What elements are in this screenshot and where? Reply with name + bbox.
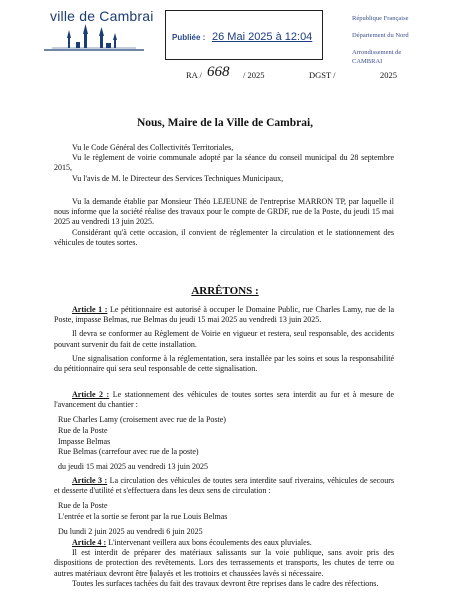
article-3-text: La circulation des véhicules de toutes sera interdite sauf riverains, véhicules de secours et desserte d'utilité et s'effectuera dans les deux sens de circulation : — [54, 476, 394, 496]
dgst-year: 2025 — [380, 70, 397, 80]
article-1-p3: Une signalisation conforme à la réglementation, sera installée par les soins et sous la responsabilité du pétitionnaire qui sera seul responsable de cette signalisation. — [54, 353, 394, 374]
considering-paragraph: Considérant qu'à cette occasion, il convient de réglementer la circulation et le stationnement des véhicules de toutes sortes. — [54, 227, 394, 247]
stamp-date: 26 Mai 2025 à 12:04 — [212, 31, 313, 43]
article-2-streets — [58, 415, 226, 473]
publication-stamp — [165, 10, 323, 60]
logo-skyline-icon — [40, 24, 150, 54]
article-1-text: Le pétitionnaire est autorisé à occuper le Domaine Public, rue Charles Lamy, rue de la Poste, impasse Belmas, rue Belmas du jeudi 15 mai 2025 au vendredi 13 juin 2025. — [54, 305, 395, 325]
article-4-p3: Toutes les surfaces tachées du fait des travaux devront être reprises dans le cadre des réfections. — [72, 578, 379, 588]
street-item: Rue Charles Lamy (croisement avec rue de la Poste) — [58, 415, 226, 424]
street-item: Rue de la Poste — [58, 425, 108, 435]
article-2-label: Article 2 : — [72, 390, 110, 399]
request-section — [54, 197, 394, 248]
vu-line: Vu l'avis de M. le Directeur des Services Techniques Municipaux, — [72, 173, 284, 183]
admin-cambrai: CAMBRAI — [352, 58, 383, 65]
article-3-details — [58, 501, 227, 537]
article-3-access: L'entrée et la sortie se feront par la rue Louis Belmas — [58, 511, 228, 521]
reference-line — [0, 64, 450, 90]
ra-year: / 2025 — [243, 70, 265, 80]
article-1-label: Article 1 : — [72, 305, 108, 314]
article-4-text: L'intervenant veillera aux bons écoulements des eaux pluviales. — [106, 538, 312, 547]
article-2 — [54, 390, 394, 410]
page-mark — [151, 569, 155, 579]
article-2-dates: du jeudi 15 mai 2025 au vendredi 13 juin 2025 — [58, 462, 208, 472]
article-1-p2: Il devra se conformer au Règlement de Voirie en vigueur et restera, seul responsable, des accidents pouvant survenir du fait de cette installation. — [54, 329, 394, 349]
article-3-label: Article 3 : — [72, 476, 108, 485]
article-3-street: Rue de la Poste — [58, 501, 108, 510]
arretons-heading: ARRÊTONS : — [191, 285, 259, 297]
vu-line: Vu le Code Général des Collectivités Territoriales, — [72, 143, 234, 152]
request-paragraph: Vu la demande établie par Monsieur Théo LEJEUNE de l'entreprise MARRON TP, par laquelle il nous informe que la société réalise des travaux pour le compte de GRDF, rue de la Poste, du jeudi 15 mai 2025 au vendredi 13 juin 2025. — [54, 197, 394, 227]
article-1 — [54, 305, 394, 374]
article-3-dates: Du lundi 2 juin 2025 au vendredi 6 juin 2025 — [58, 526, 203, 536]
street-item: Impasse Belmas — [58, 436, 111, 446]
admin-republic: République Française — [352, 15, 409, 22]
dgst-label: DGST / — [309, 70, 336, 80]
admin-arrondissement: Arrondissement de — [352, 49, 402, 56]
city-logo — [40, 8, 154, 56]
article-2-text: Le stationnement des véhicules de toutes sortes sera interdit au fur et à mesure de l'avancement du chantier : — [54, 390, 395, 410]
article-4-p2: Il est interdit de préparer des matériaux salissants sur la voie publique, sans avoir pris des dispositions de protection des revêtements. Lors des terrassements et transports, les chutes de terre ou autres matériaux devront être balayés et les trottoirs et chaussées lavés si nécessaire. — [54, 548, 394, 578]
street-item: Rue Belmas (carrefour avec rue de la poste) — [58, 447, 199, 457]
vu-line: Vu le règlement de voirie communale adopté par la séance du conseil municipal du 28 septembre 2015, — [54, 153, 394, 173]
page-title: Nous, Maire de la Ville de Cambrai, — [136, 117, 314, 129]
article-4-label: Article 4 : — [72, 538, 107, 547]
article-3 — [54, 476, 394, 496]
admin-department: Département du Nord — [352, 32, 409, 39]
ra-number: 668 — [207, 64, 230, 80]
administrative-block — [352, 14, 444, 66]
vu-section — [54, 143, 394, 184]
article-4 — [54, 538, 394, 589]
logo-text: ville de Cambrai — [50, 8, 154, 24]
ra-label: RA / — [186, 70, 202, 80]
stamp-label: Publiée : — [172, 33, 206, 42]
